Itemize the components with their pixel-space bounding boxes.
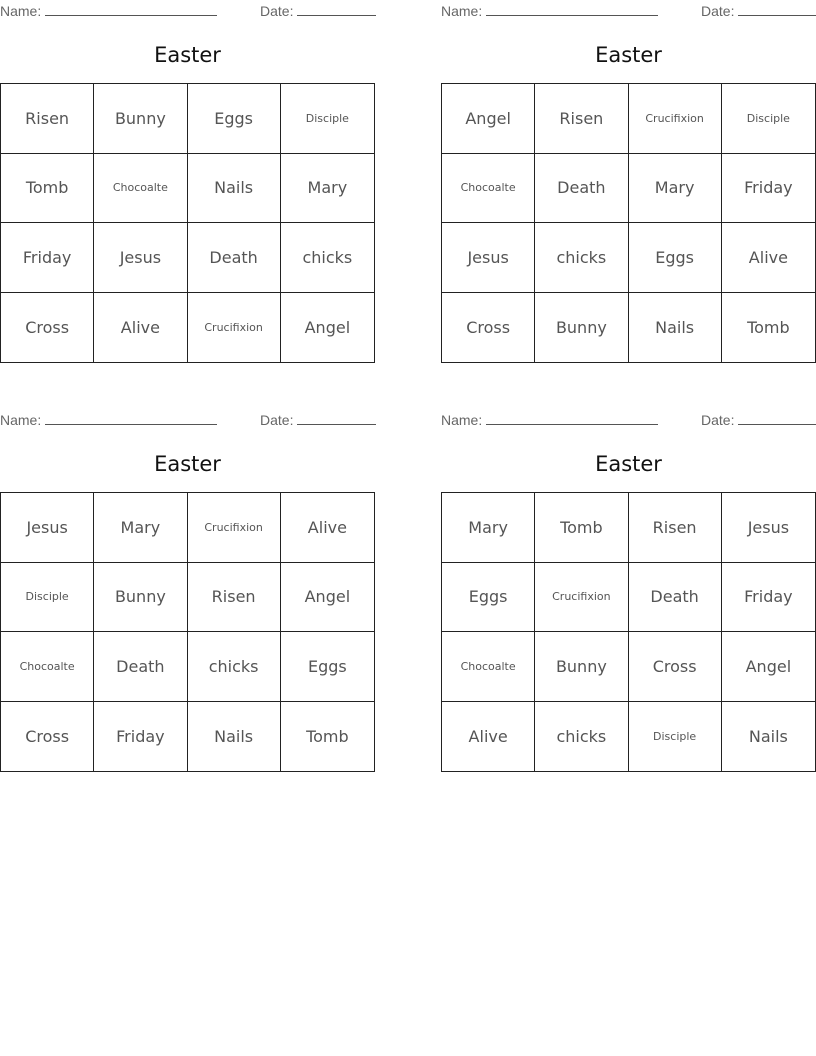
date-label: Date: xyxy=(260,412,294,428)
card-title: Easter xyxy=(154,43,221,67)
bingo-card xyxy=(0,0,375,337)
bingo-cell: Jesus xyxy=(94,223,187,293)
bingo-cell: Alive xyxy=(442,702,535,772)
bingo-cell: chicks xyxy=(535,223,628,293)
name-label: Name: xyxy=(0,3,42,19)
bingo-cell: Mary xyxy=(281,154,374,224)
card-header xyxy=(441,409,816,431)
bingo-cell: Death xyxy=(94,632,187,702)
bingo-cell: Friday xyxy=(94,702,187,772)
bingo-cell: Bunny xyxy=(94,84,187,154)
bingo-cell: Risen xyxy=(1,84,94,154)
bingo-cell: Mary xyxy=(94,493,187,563)
bingo-cell: Friday xyxy=(722,154,815,224)
bingo-grid xyxy=(0,83,375,363)
bingo-grid xyxy=(0,492,375,772)
bingo-cell: Friday xyxy=(1,223,94,293)
name-field-line xyxy=(486,2,658,16)
bingo-cell: Crucifixion xyxy=(629,84,722,154)
bingo-cell: chicks xyxy=(535,702,628,772)
bingo-cell: Risen xyxy=(535,84,628,154)
bingo-cell: Tomb xyxy=(1,154,94,224)
bingo-cell: Jesus xyxy=(1,493,94,563)
bingo-cell: Eggs xyxy=(188,84,281,154)
bingo-cell: Crucifixion xyxy=(188,293,281,363)
bingo-cell: Death xyxy=(629,563,722,633)
date-field-line xyxy=(738,411,816,425)
bingo-cell: Death xyxy=(535,154,628,224)
bingo-card xyxy=(0,409,375,746)
bingo-cell: Nails xyxy=(188,702,281,772)
bingo-cell: Alive xyxy=(94,293,187,363)
bingo-cell: Jesus xyxy=(442,223,535,293)
bingo-cell: Risen xyxy=(629,493,722,563)
bingo-cell: Chocoalte xyxy=(442,632,535,702)
bingo-cell: Risen xyxy=(188,563,281,633)
bingo-grid xyxy=(441,492,816,772)
bingo-card xyxy=(441,0,816,337)
card-header xyxy=(0,0,375,22)
bingo-cell: Tomb xyxy=(747,317,790,337)
bingo-cell: Jesus xyxy=(722,493,815,563)
bingo-cell: Chocoalte xyxy=(1,632,94,702)
date-label: Date: xyxy=(260,3,294,19)
bingo-cell: Angel xyxy=(304,317,351,337)
bingo-cell: Disciple xyxy=(1,563,94,633)
bingo-cell: Alive xyxy=(722,223,815,293)
name-label: Name: xyxy=(441,3,483,19)
bingo-cell: Angel xyxy=(722,632,815,702)
bingo-cell: Nails xyxy=(629,293,722,363)
date-field-line xyxy=(297,411,376,425)
card-title: Easter xyxy=(154,452,221,476)
bingo-cell: chicks xyxy=(281,223,374,293)
name-label: Name: xyxy=(441,412,483,428)
date-field-line xyxy=(297,2,376,16)
bingo-cell: Cross xyxy=(629,632,722,702)
bingo-cell: Angel xyxy=(281,563,374,633)
bingo-cell: Disciple xyxy=(281,84,374,154)
bingo-cell: Alive xyxy=(281,493,374,563)
name-label: Name: xyxy=(0,412,42,428)
bingo-cell: Nails xyxy=(188,154,281,224)
bingo-cell: Friday xyxy=(722,563,815,633)
bingo-cell: Tomb xyxy=(306,726,349,746)
date-label: Date: xyxy=(701,3,735,19)
bingo-cell: Bunny xyxy=(535,632,628,702)
bingo-cell: Cross xyxy=(1,702,94,772)
bingo-cell: Eggs xyxy=(281,632,374,702)
bingo-cell: Bunny xyxy=(535,293,628,363)
bingo-cell: Chocoalte xyxy=(94,154,187,224)
card-header xyxy=(0,409,375,431)
bingo-cell: Chocoalte xyxy=(442,154,535,224)
bingo-cell: Crucifixion xyxy=(535,563,628,633)
bingo-cell: Disciple xyxy=(629,702,722,772)
bingo-cell: Eggs xyxy=(442,563,535,633)
bingo-cell: Bunny xyxy=(94,563,187,633)
bingo-cell: Nails xyxy=(748,726,788,746)
bingo-cell: Cross xyxy=(1,293,94,363)
bingo-cell: Disciple xyxy=(722,84,815,154)
bingo-grid xyxy=(441,83,816,363)
bingo-cell: chicks xyxy=(188,632,281,702)
bingo-card xyxy=(441,409,816,746)
name-field-line xyxy=(486,411,658,425)
bingo-cell: Death xyxy=(188,223,281,293)
date-field-line xyxy=(738,2,816,16)
card-title: Easter xyxy=(595,43,662,67)
bingo-cell: Tomb xyxy=(535,493,628,563)
bingo-cell: Crucifixion xyxy=(188,493,281,563)
bingo-cell: Angel xyxy=(442,84,535,154)
date-label: Date: xyxy=(701,412,735,428)
bingo-cell: Cross xyxy=(442,293,535,363)
bingo-cell: Mary xyxy=(442,493,535,563)
name-field-line xyxy=(45,2,217,16)
card-title: Easter xyxy=(595,452,662,476)
bingo-cell: Mary xyxy=(629,154,722,224)
name-field-line xyxy=(45,411,217,425)
card-header xyxy=(441,0,816,22)
bingo-cell: Eggs xyxy=(629,223,722,293)
